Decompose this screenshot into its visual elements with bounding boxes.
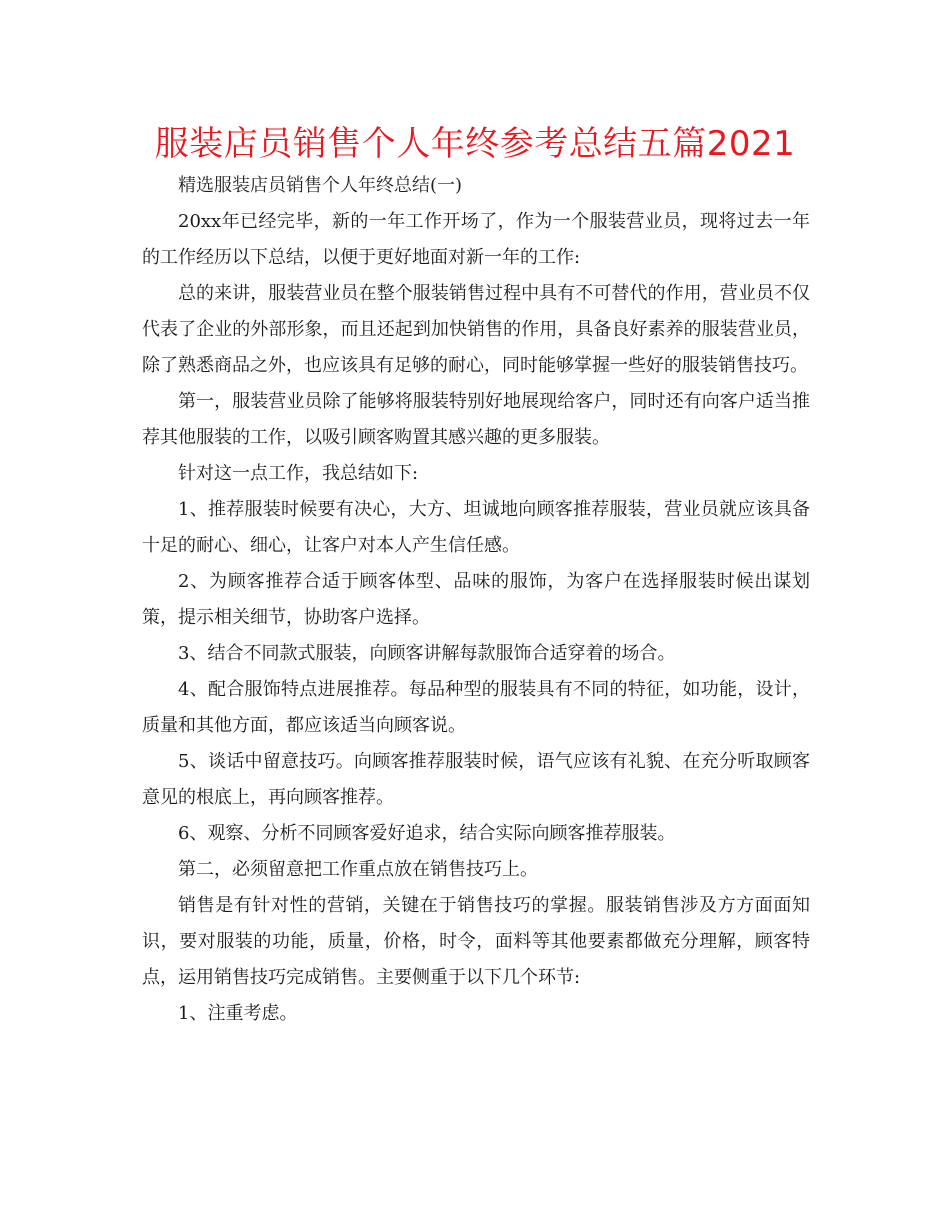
paragraph: 第一，服装营业员除了能够将服装特别好地展现给客户，同时还有向客户适当推荐其他服装的工作，以吸引顾客购置其感兴趣的更多服装。	[142, 391, 810, 448]
list-item: 1、推荐服装时候要有决心，大方、坦诚地向顾客推荐服装，营业员就应该具备十足的耐心、细心，让客户对本人产生信任感。	[142, 499, 810, 556]
list-item: 5、谈话中留意技巧。向顾客推荐服装时候，语气应该有礼貌、在充分听取顾客意见的根底上，再向顾客推荐。	[142, 751, 810, 808]
list-item: 1、注重考虑。	[178, 1003, 298, 1024]
paragraph: 第二，必须留意把工作重点放在销售技巧上。	[178, 859, 538, 880]
list-item: 4、配合服饰特点进展推荐。每品种型的服装具有不同的特征，如功能，设计，质量和其他方面，都应该适当向顾客说。	[142, 679, 810, 736]
paragraph: 总的来讲，服装营业员在整个服装销售过程中具有不可替代的作用，营业员不仅代表了企业的外部形象，而且还起到加快销售的作用，具备良好素养的服装营业员，除了熟悉商品之外，也应该具有足够的耐心，同时能够掌握一些好的服装销售技巧。	[142, 283, 810, 376]
paragraph: 针对这一点工作，我总结如下:	[178, 463, 419, 484]
document-title: 服装店员销售个人年终参考总结五篇2021	[154, 124, 796, 164]
list-item: 2、为顾客推荐合适于顾客体型、品味的服饰，为客户在选择服装时候出谋划策，提示相关细节，协助客户选择。	[142, 571, 810, 628]
paragraph: 20xx年已经完毕，新的一年工作开场了，作为一个服装营业员，现将过去一年的工作经历以下总结，以便于更好地面对新一年的工作:	[142, 211, 810, 268]
list-item: 3、结合不同款式服装，向顾客讲解每款服饰合适穿着的场合。	[178, 643, 676, 664]
document-body	[142, 168, 810, 1032]
paragraph: 销售是有针对性的营销，关键在于销售技巧的掌握。服装销售涉及方方面面知识，要对服装的功能，质量，价格，时令，面料等其他要素都做充分理解，顾客特点，运用销售技巧完成销售。主要侧重于以下几个环节:	[142, 895, 810, 988]
section-heading: 精选服装店员销售个人年终总结(一)	[178, 175, 463, 196]
list-item: 6、观察、分析不同顾客爱好追求，结合实际向顾客推荐服装。	[178, 823, 676, 844]
